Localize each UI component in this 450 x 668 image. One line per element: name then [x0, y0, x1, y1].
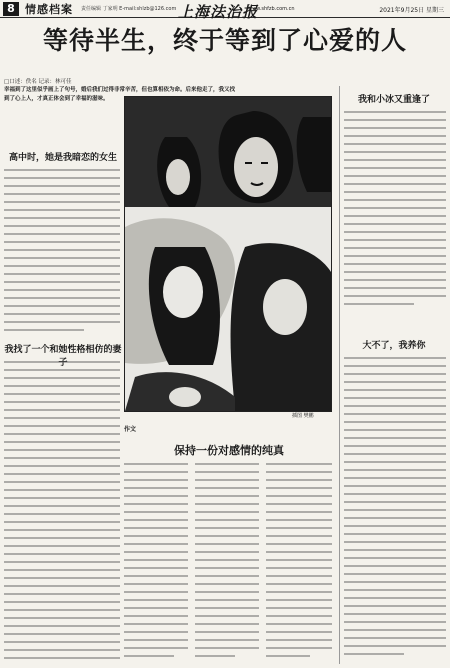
- text-lines: [344, 108, 446, 308]
- text-lines: [4, 166, 120, 336]
- issue-date: 2021年9月25日 星期三: [379, 7, 444, 14]
- body-column-1: [4, 166, 120, 336]
- illustration: [124, 96, 332, 412]
- text-lines: [344, 354, 446, 664]
- bottom-body-col-2: [195, 460, 259, 664]
- article-lead: 幸福到了这里似乎画上了句号，婚后我们过得非常辛苦，但也算相依为命。后来他走了，我又找到了心上人，才真正体会到了幸福的滋味。: [4, 87, 236, 102]
- article-byline: □口述：佚名 记录：林可佳: [4, 79, 72, 85]
- site-url[interactable]: www.shfzb.com.cn: [248, 6, 295, 12]
- bottom-body-col-1: [124, 460, 188, 664]
- page-number: 8: [3, 2, 19, 16]
- illustration-credit: 插图 樊鹏: [292, 413, 314, 419]
- article-headline: 等待半生，终于等到了心爱的人: [42, 26, 407, 55]
- text-lines: [4, 358, 120, 664]
- column-divider: [339, 86, 340, 664]
- subhead-4: 大不了，我养你: [362, 341, 426, 351]
- masthead-bar: [0, 0, 450, 21]
- editor-line: 责任编辑 丁家明 E-mail:shlzb@126.com: [81, 6, 177, 12]
- body-column-right-2: [344, 354, 446, 664]
- subhead-3: 我和小冰又重逢了: [357, 95, 430, 105]
- bottom-article-title: 保持一份对感情的纯真: [174, 444, 284, 457]
- newspaper-logo: 上海法治报: [178, 3, 259, 21]
- bottom-label: 作文: [124, 426, 137, 433]
- subhead-1: 高中时，她是我暗恋的女生: [8, 153, 117, 163]
- text-lines: [266, 460, 332, 664]
- illustration-drawing: [125, 97, 331, 411]
- text-lines: [124, 460, 188, 664]
- body-column-right-1: [344, 108, 446, 308]
- subhead-2: 我找了一个和她性格相仿的妻子: [4, 345, 122, 368]
- section-name: 情感档案: [25, 2, 73, 16]
- bottom-body-col-3: [266, 460, 332, 664]
- body-column-2: [4, 358, 120, 664]
- text-lines: [195, 460, 259, 664]
